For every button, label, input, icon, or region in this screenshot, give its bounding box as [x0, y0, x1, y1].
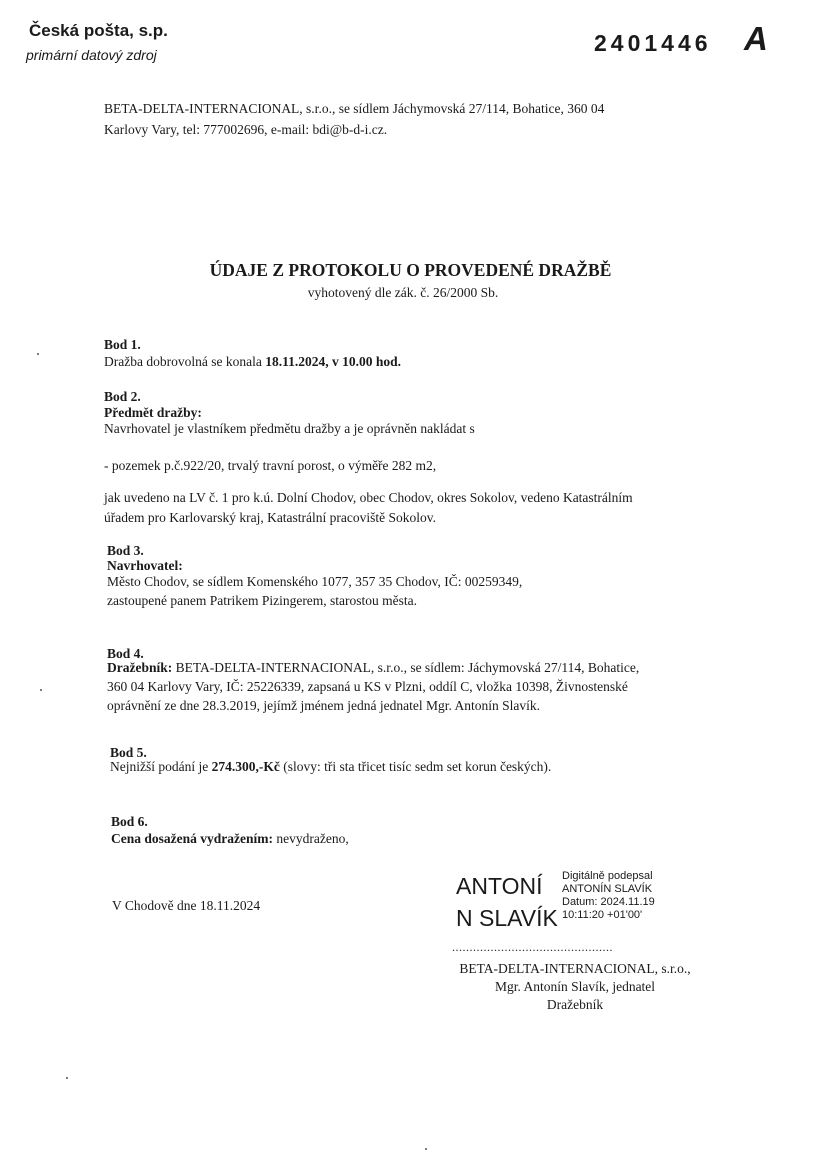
scan-speck: [425, 1148, 427, 1150]
signature-detail-2: ANTONÍN SLAVÍK: [562, 883, 653, 895]
bod6-heading: Cena dosažená vydražením:: [111, 831, 273, 846]
bod2-text: [104, 488, 704, 528]
bod4-label: Bod 4.: [107, 646, 144, 661]
header-line-1: BETA-DELTA-INTERNACIONAL, s.r.o., se sídlem Jáchymovská 27/114, Bohatice, 360 04: [104, 101, 605, 116]
bod4-line-1: BETA-DELTA-INTERNACIONAL, s.r.o., se sídlem: Jáchymovská 27/114, Bohatice,: [172, 660, 640, 675]
bod4-heading: Dražebník:: [107, 660, 173, 675]
bod1-sentence: Dražba dobrovolná se konala: [104, 354, 266, 369]
signature-dotted-line: ..............................................: [452, 940, 613, 954]
bod2-line-1: Navrhovatel je vlastníkem předmětu dražby a je oprávněn nakládat s: [104, 421, 475, 436]
signature-name: [456, 870, 558, 934]
bod5-pre: Nejnižší podání je: [110, 759, 212, 774]
bod5-amount: 274.300,-Kč: [211, 759, 280, 774]
place-date: V Chodově dne 18.11.2024: [112, 898, 261, 913]
stamp-name: Česká pošta, s.p.: [29, 21, 168, 40]
scan-speck: [37, 353, 39, 355]
signature-detail-4: 10:11:20 +01'00': [562, 909, 643, 921]
bod2-heading: Předmět dražby:: [104, 405, 202, 420]
bod5-label: Bod 5.: [110, 745, 147, 760]
signatory-company: BETA-DELTA-INTERNACIONAL, s.r.o.,: [459, 961, 691, 976]
bod6-label: Bod 6.: [111, 814, 148, 829]
signature-name-line-2: N SLAVÍK: [456, 905, 558, 931]
bod5-text: [110, 757, 551, 777]
signature-detail-1: Digitálně podepsal: [562, 870, 653, 882]
bod6-text: [111, 829, 349, 849]
bod4-line-2: 360 04 Karlovy Vary, IČ: 25226339, zapsaná u KS v Plzni, oddíl C, vložka 10398, Živnostenské: [107, 679, 628, 694]
page-subtitle: vyhotovený dle zák. č. 26/2000 Sb.: [307, 285, 499, 300]
signature-details: [562, 870, 655, 922]
header-line-2: Karlovy Vary, tel: 777002696, e-mail: bdi@b-d-i.cz.: [104, 122, 388, 137]
scan-speck: [40, 689, 42, 691]
bod2-line-2: jak uvedeno na LV č. 1 pro k.ú. Dolní Chodov, obec Chodov, okres Sokolov, vedeno Katastrálním: [104, 490, 633, 505]
bod2-item: - pozemek p.č.922/20, trvalý travní porost, o výměře 282 m2,: [104, 458, 437, 473]
bod1-text: [104, 352, 401, 372]
signatory-block: [440, 960, 710, 1014]
bod1-label: Bod 1.: [104, 337, 141, 352]
bod3-line-1: Město Chodov, se sídlem Komenského 1077, 357 35 Chodov, IČ: 00259349,: [107, 574, 523, 589]
signatory-role: Dražebník: [546, 997, 604, 1012]
page-title: ÚDAJE Z PROTOKOLU O PROVEDENÉ DRAŽBĚ: [209, 260, 612, 280]
bod3-label: Bod 3.: [107, 543, 144, 558]
bod4-line-3: oprávnění ze dne 28.3.2019, jejímž jménem jedná jednatel Mgr. Antonín Slavík.: [107, 698, 541, 713]
company-header: [104, 98, 704, 140]
signature-name-line-1: ANTONÍ: [456, 873, 543, 899]
signature-detail-3: Datum: 2024.11.19: [562, 896, 655, 908]
document-number-letter: A: [744, 20, 768, 57]
bod3-heading: Navrhovatel:: [107, 558, 183, 573]
stamp-subtitle: primární datový zdroj: [26, 47, 157, 63]
document-number: 2401446: [594, 30, 712, 56]
bod5-post: (slovy: tři sta třicet tisíc sedm set korun českých).: [279, 759, 552, 774]
bod1-date: 18.11.2024, v 10.00 hod.: [265, 354, 401, 369]
bod2-label: Bod 2.: [104, 389, 141, 404]
signatory-person: Mgr. Antonín Slavík, jednatel: [494, 979, 656, 994]
bod6-value: nevydraženo,: [273, 831, 349, 846]
bod2-line-3: úřadem pro Karlovarský kraj, Katastrální pracoviště Sokolov.: [104, 510, 437, 525]
scan-speck: [66, 1077, 68, 1079]
bod4-text: [107, 658, 711, 715]
bod3-line-2: zastoupené panem Patrikem Pizingerem, starostou města.: [107, 593, 418, 608]
